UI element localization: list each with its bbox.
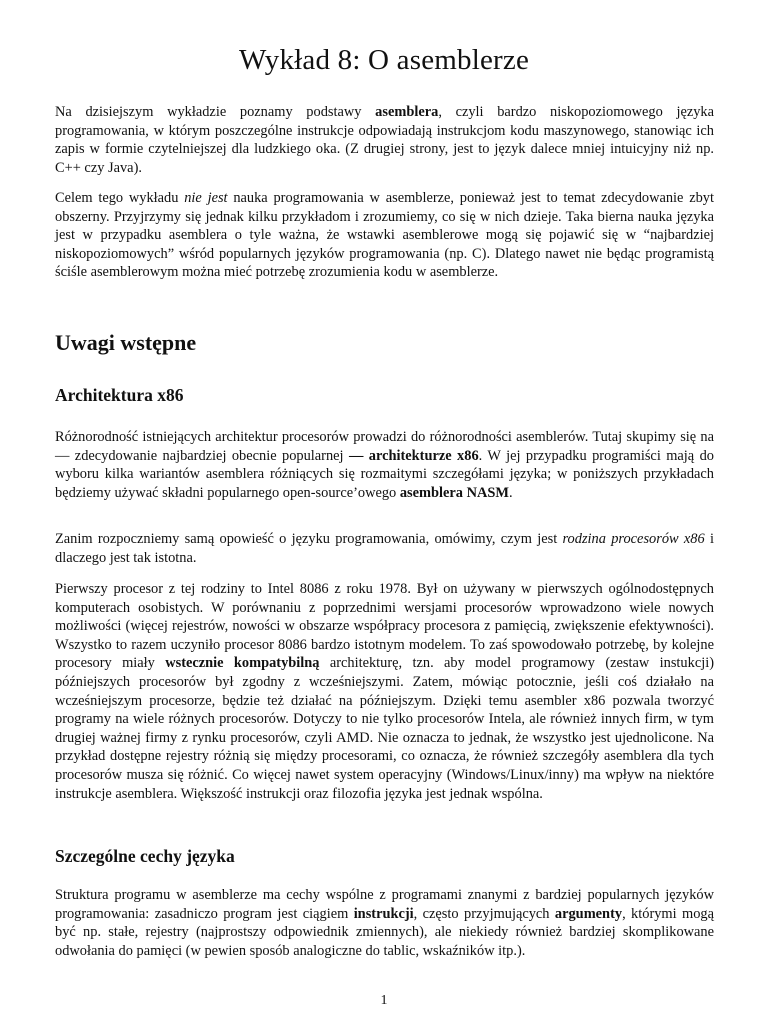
bold-term: argumenty (554, 905, 623, 922)
document-title: Wykład 8: O asemblerze (238, 44, 530, 76)
page-number: 1 (380, 993, 388, 1008)
text-run: architekturę, tzn. aby model programowy (zestaw instukcji) późniejszych procesorów był zgodny z wcześniejszymi. Zatem, mówiąc potocznie, jeśli coś działało na wcześniejszym procesorze, będzie też działać na późniejszym. Dzięki temu asembler x86 pozwala tworzyć programy na wiele różnych procesorów. Dotyczy to nie tylko procesorów Intela, ale również innych firm, w tym drugiej ważnej firmy z rynku procesorów, czyli AMD. Nie oznacza to jednak, że wszystko jest ujednolicone. Na przykład dostępne rejestry różnią się między procesorami, co oznacza, że również szczegóły asemblera dla tych procesorów musza się różnić. Co więcej nawet system operacyjny (Windows/Linux/inny) ma wpływ na niektóre instrukcje asemblera. Większość instrukcji oraz filozofia języka jest jednak wspólna. (55, 655, 714, 802)
subsection-heading-architecture: Architektura x86 (55, 385, 184, 405)
subsection-heading-features: Szczególne cechy języka (55, 846, 235, 866)
italic-term: rodzina procesorów x86 (562, 531, 705, 547)
bold-term: asemblera NASM (399, 484, 509, 501)
architecture-paragraph-3 (55, 580, 714, 803)
bold-term: instrukcji (353, 905, 414, 922)
text-run: . (508, 484, 513, 501)
intro-paragraph-1 (55, 103, 714, 177)
text-run: , czyli bardzo niskopoziomowego języka programowania, w którym poszczególne instrukcje odpowiadają instrukcjom kodu maszynowego, stanowiąc ich zapis w formie czytelniejszej dla ludzkiego oka. (Z drugiej strony, jest to język dalece mniej intuicyjny niż np. C++ czy Java). (55, 104, 714, 176)
architecture-paragraph-2 (55, 530, 714, 567)
text-run: Na dzisiejszym wykładzie poznamy podstawy (55, 104, 376, 120)
architecture-paragraph-1 (55, 428, 714, 502)
text-run: Pierwszy procesor z tej rodziny to Intel 8086 z roku 1978. Był on używany w pierwszych ogólnodostępnych komputerach osobistych. W porównaniu z poprzednimi wersjami procesorów wprowadzono wiele nowych możliwości (więcej rejestrów, nowości w obszarze współpracy procesora z pamięcią, zwiększenie efektywności). Wszystko to razem uczyniło procesor 8086 bardzo istotnym modelem. To zaś spowodowało potrzebę, by kolejne procesory miały (55, 581, 714, 672)
text-run: i dlaczego jest tak istotna. (55, 531, 714, 566)
text-run: nauka programowania w asemblerze, ponieważ jest to temat zdecydowanie zbyt obszerny. Przyjrzymy się jednak kilku przykładom i zrozumiemy, co się w nich dzieje. Taka bierna nauka języka jest w przypadku asemblera o tyle ważna, że wstawki asemblerowe mogą się pojawić się w “najbardziej niskopoziomowych” wśród popularnych języków programowania (np. C). Dlatego nawet nie będąc programistą ściśle asemblerowym można mieć potrzebę zrozumienia kodu w asemblerze. (55, 190, 714, 281)
features-paragraph-1 (55, 886, 714, 960)
italic-term: nie jest (184, 190, 228, 206)
text-run: Struktura programu w asemblerze ma cechy wspólne z programami znanymi z bardziej popularnych języków programowania: zasadniczo program jest ciągiem (55, 887, 714, 922)
text-run: , często przyjmujących (413, 905, 555, 922)
text-run: . W jej przypadku programiści mają do wyboru kilka wariantów asemblera różniących się rozmaitymi szczegółami języka; w poniższych przykładach będziemy używać składni popularnego open-source’owego (55, 447, 714, 501)
intro-paragraph-2 (55, 189, 714, 282)
text-run: Zanim rozpoczniemy samą opowieść o języku programowania, omówimy, czym jest (55, 531, 563, 547)
section-heading: Uwagi wstępne (55, 330, 197, 355)
bold-term: wstecznie kompatybilną (165, 655, 320, 672)
bold-term: — architekturze x86 (348, 447, 479, 464)
text-run: , którymi mogą być np. stałe, rejestry (najprostszy odpowiednik zmiennych), ale niekiedy również bardziej skomplikowane odwołania do pamięci (w pewien sposób analogiczne do tablic, wskaźników itp.). (55, 905, 714, 959)
text-run: Celem tego wykładu (55, 190, 185, 206)
bold-term: asemblera (375, 104, 439, 120)
text-run: Różnorodność istniejących architektur procesorów prowadzi do różnorodności asemblerów. Tutaj skupimy się na — zdecydowanie najbardziej obecnie popularnej (55, 429, 714, 464)
